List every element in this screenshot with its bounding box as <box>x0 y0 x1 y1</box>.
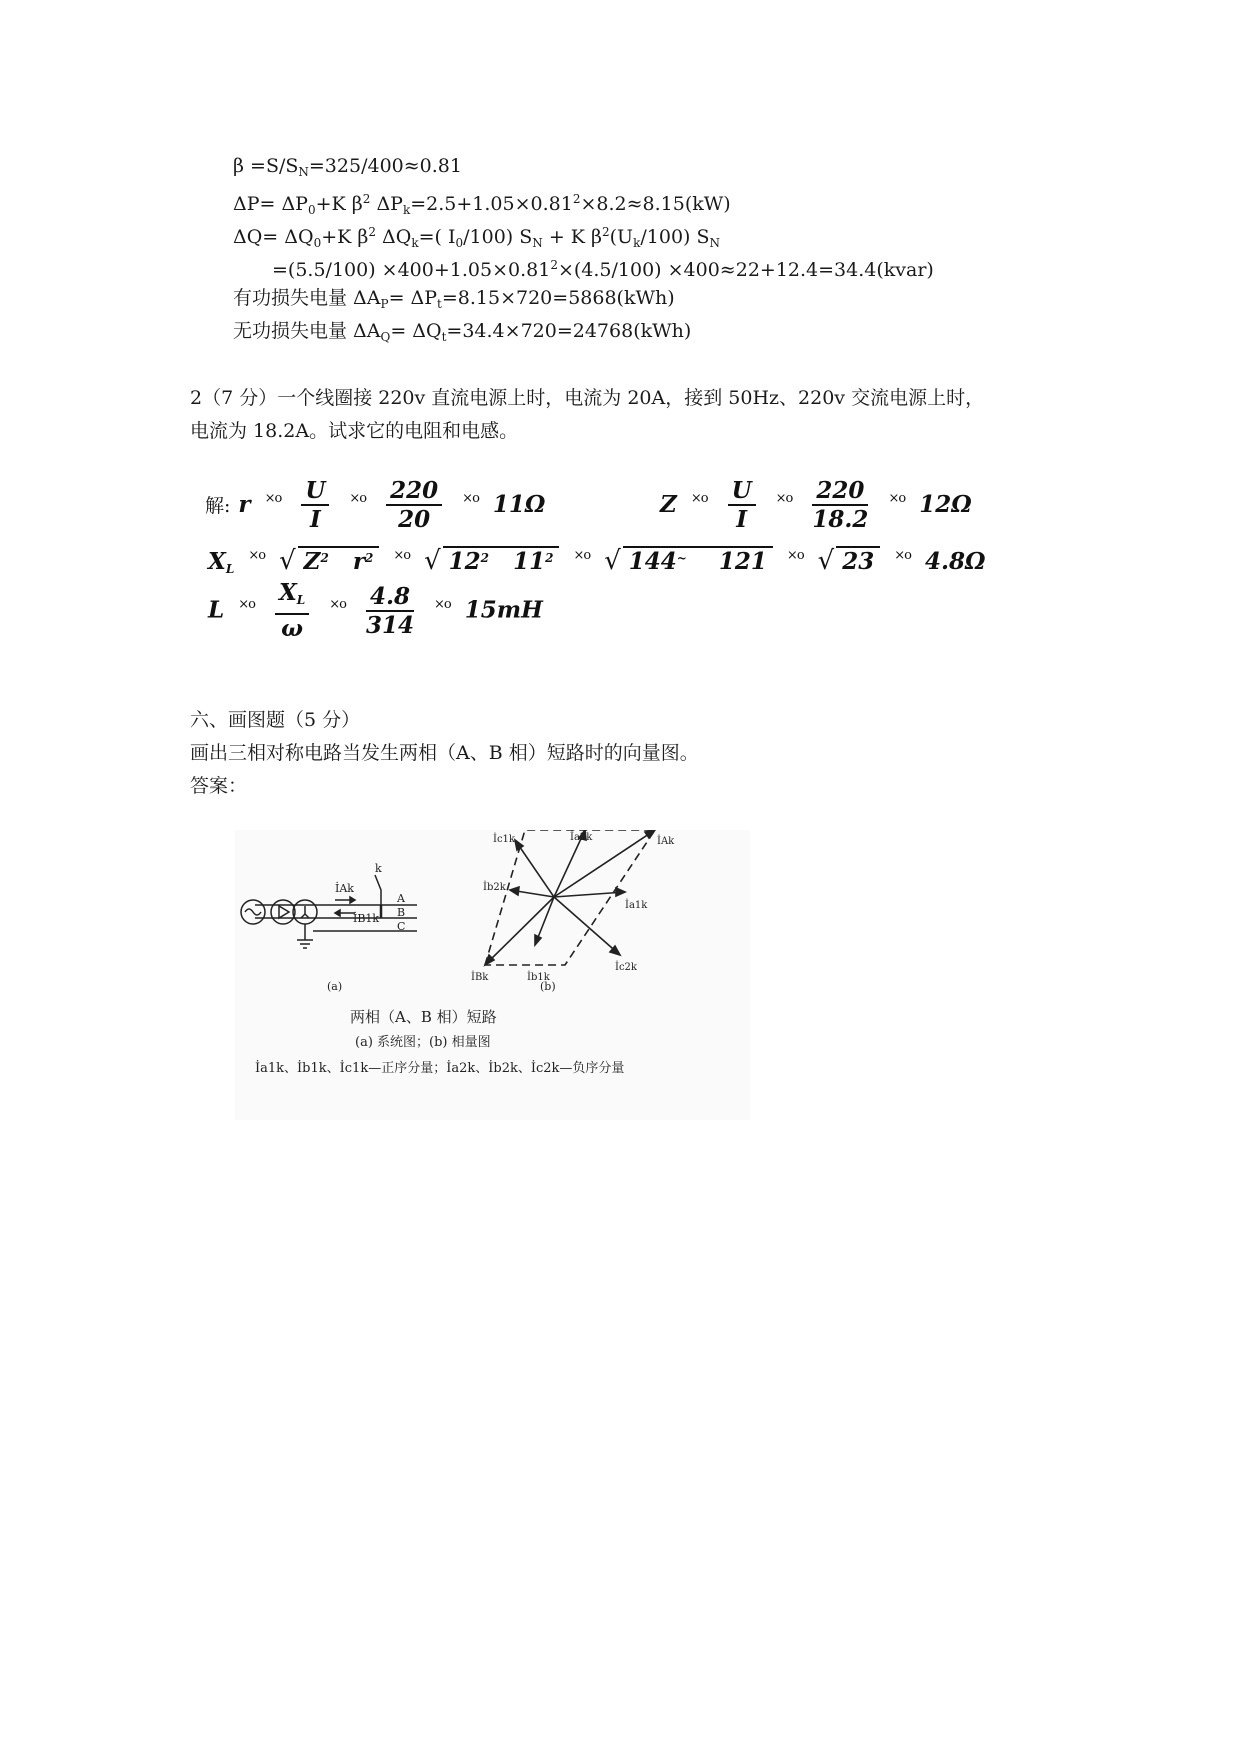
solution-row-3 <box>208 580 543 643</box>
label-i-ak: İAk <box>335 882 354 895</box>
delta-q-continued-line <box>272 253 934 282</box>
delta-p-line <box>233 187 731 222</box>
dp-sup2: 2 <box>572 192 581 206</box>
dq-s3: 0 <box>455 236 464 250</box>
section-6-answer: 答案： <box>190 775 248 797</box>
dq-s4: N <box>532 236 543 250</box>
dp-s1: 0 <box>307 203 316 217</box>
dp-d: =2.5+1.05×0.81 <box>410 193 573 215</box>
var-z: Z <box>660 491 677 518</box>
dq2-a: =(5.5/100) ×400+1.05×0.81 <box>272 259 551 281</box>
dp-a: ΔP= ΔP <box>233 193 308 215</box>
var-l: L <box>208 596 225 624</box>
rad-12: 12 <box>448 548 481 575</box>
label-a2k: İa2k <box>570 832 593 843</box>
sqrt-icon: √ <box>424 546 441 576</box>
relation-mark: ×o <box>888 491 906 506</box>
radicand-144-121 <box>623 546 773 575</box>
rad-11-sup: 2 <box>545 551 554 565</box>
sqrt-icon: √ <box>604 546 621 576</box>
label-b1k: İb1k <box>527 972 550 983</box>
dq-d: =( I <box>418 226 456 248</box>
label-bk: İBk <box>471 972 489 983</box>
solution-row-2 <box>208 546 986 576</box>
var-r: r <box>238 491 251 518</box>
label-b: (b) <box>540 980 556 993</box>
ap-b: = ΔP <box>388 287 438 309</box>
rad-121: 121 <box>718 548 767 575</box>
section-6-title: 六、画图题（5 分） <box>190 709 361 731</box>
sqrt-icon: √ <box>279 546 296 576</box>
reactive-energy-loss-line <box>233 319 691 349</box>
frac-num <box>275 580 309 615</box>
relation-mark: ×o <box>573 548 591 563</box>
dq-g: (U <box>609 226 634 248</box>
sqrt-icon: √ <box>817 546 835 576</box>
rad-z-sup: 2 <box>320 551 329 565</box>
frac-num: 4.8 <box>366 584 414 612</box>
rad-r: r <box>352 548 365 575</box>
relation-mark: ×o <box>690 491 708 506</box>
relation-mark: ×o <box>393 548 411 563</box>
active-energy-loss-line <box>233 286 675 316</box>
frac-x-sub: L <box>296 593 306 607</box>
relation-mark: ×o <box>238 596 255 612</box>
label-phase-c: C <box>397 920 406 933</box>
rad-12-sup: 2 <box>480 551 490 565</box>
frac-den: ω <box>281 615 304 642</box>
var-x-sub: L <box>225 562 235 576</box>
dp-s2: k <box>402 203 411 217</box>
frac-num: U <box>301 478 329 506</box>
dq2-b: ×(4.5/100) ×400≈22+12.4=34.4(kvar) <box>557 259 934 281</box>
caption-legend: İa1k、İb1k、İc1k—正序分量；İa2k、İb2k、İc2k—负序分量 <box>255 1061 625 1076</box>
dp-b: +K β <box>315 193 363 215</box>
label-a1k: İa1k <box>625 900 648 911</box>
fraction-220-over-20 <box>386 478 442 534</box>
radicand-z-r <box>298 546 380 575</box>
relation-mark: ×o <box>329 596 346 612</box>
ap-s2: t <box>437 297 442 311</box>
dq-a: ΔQ= ΔQ <box>233 226 314 248</box>
dp-sup1: 2 <box>362 192 371 206</box>
label-a: (a) <box>327 980 343 993</box>
frac-num: 220 <box>386 478 442 506</box>
relation-mark: ×o <box>786 548 804 563</box>
dp-c: ΔP <box>370 193 403 215</box>
relation-mark: ×o <box>462 491 479 506</box>
rad-tilde: ~ <box>676 551 687 565</box>
dq-e: /100) S <box>463 226 533 248</box>
ap-s1: P <box>380 297 389 311</box>
ap-a: 有功损失电量 ΔA <box>233 287 381 309</box>
radicand-12-11 <box>443 546 560 575</box>
aq-c: =34.4×720=24768(kWh) <box>446 320 692 342</box>
label-phase-a: A <box>397 892 405 905</box>
dq-h: /100) S <box>640 226 710 248</box>
resistance-result: 11Ω <box>492 491 546 518</box>
caption-subtitle: (a) 系统图；(b) 相量图 <box>355 1035 491 1050</box>
radicand-23 <box>836 546 880 575</box>
aq-s1: Q <box>380 330 391 344</box>
fraction-220-over-18-2 <box>812 478 868 534</box>
question-2-line-1: 2（7 分）一个线圈接 220v 直流电源上时，电流为 20A，接到 50Hz、220v 交流电源上时， <box>190 387 985 409</box>
frac-den: 314 <box>366 611 415 639</box>
label-c2k: İc2k <box>615 962 637 973</box>
var-x: X <box>208 548 226 575</box>
fraction-xl-over-omega <box>275 580 309 643</box>
dq-sup2: 2 <box>602 225 610 239</box>
relation-mark: ×o <box>248 548 266 563</box>
dq2-sup: 2 <box>550 258 558 272</box>
label-ak-phasor: İAk <box>657 836 675 847</box>
fraction-4-8-over-314 <box>366 584 414 640</box>
delta-q-line <box>233 220 720 255</box>
relation-mark: ×o <box>894 548 912 563</box>
aq-a: 无功损失电量 ΔA <box>233 320 381 342</box>
dq-s6: N <box>709 236 720 250</box>
label-c1k: İc1k <box>493 834 515 845</box>
label-phase-b: B <box>397 906 406 919</box>
label-i-b1k: İB1k <box>353 912 380 925</box>
solution-row-1-right <box>660 478 972 534</box>
rad-23: 23 <box>842 548 875 575</box>
relation-mark: ×o <box>349 491 367 506</box>
beta-line <box>233 154 462 184</box>
rad-z: Z <box>303 548 321 575</box>
dp-e: ×8.2≈8.15(kW) <box>580 193 731 215</box>
dq-s5: k <box>633 236 641 250</box>
solution-row-1 <box>205 478 545 534</box>
question-2-line-2: 电流为 18.2A。试求它的电阻和电感。 <box>190 420 519 442</box>
dq-c: ΔQ <box>375 226 412 248</box>
inductance-result: 15mH <box>464 596 543 624</box>
fraction-u-over-i <box>728 478 756 534</box>
dq-sup1: 2 <box>368 225 376 239</box>
rad-144: 144 <box>628 548 677 575</box>
relation-mark: ×o <box>264 491 282 506</box>
dq-b: +K β <box>321 226 369 248</box>
label-b2k: İb2k <box>483 882 506 893</box>
dq-s1: 0 <box>313 236 322 250</box>
figure-background <box>235 830 750 1120</box>
aq-b: = ΔQ <box>390 320 442 342</box>
frac-den: I <box>736 506 747 533</box>
dq-s2: k <box>411 236 419 250</box>
rad-11: 11 <box>513 548 546 575</box>
beta-result: =325/400≈0.81 <box>308 155 462 177</box>
fraction-u-over-i <box>301 478 329 534</box>
solution-label: 解: <box>205 495 231 517</box>
frac-num: 220 <box>812 478 868 506</box>
beta-text: β =S/S <box>233 155 299 177</box>
frac-num: U <box>728 478 756 506</box>
relation-mark: ×o <box>775 491 793 506</box>
dq-f: + K β <box>542 226 602 248</box>
frac-den: 18.2 <box>812 506 869 533</box>
short-circuit-figure <box>235 830 750 1120</box>
frac-den: 20 <box>398 506 431 533</box>
reactance-result: 4.8Ω <box>925 548 986 575</box>
aq-s2: t <box>441 330 447 344</box>
label-k: k <box>375 862 382 875</box>
impedance-result: 12Ω <box>919 491 972 518</box>
section-6-question: 画出三相对称电路当发生两相（A、B 相）短路时的向量图。 <box>190 742 699 764</box>
frac-x: X <box>278 579 297 606</box>
rad-r-sup: 2 <box>364 551 374 565</box>
beta-sub: N <box>298 165 309 179</box>
ap-c: =8.15×720=5868(kWh) <box>441 287 675 309</box>
relation-mark: ×o <box>434 596 451 612</box>
frac-den: I <box>309 506 321 533</box>
caption-title: 两相（A、B 相）短路 <box>350 1008 497 1026</box>
